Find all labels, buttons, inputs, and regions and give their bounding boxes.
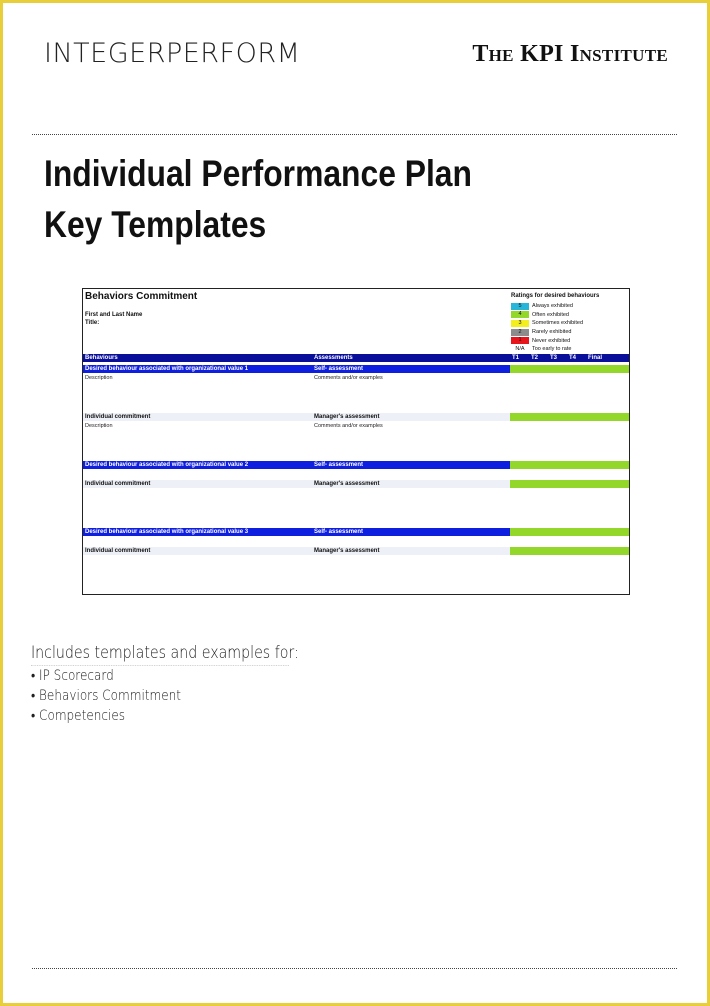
self-assessment-label: Self- assessment [314, 462, 364, 468]
commitment-row-1 [83, 413, 629, 421]
rating-cells [510, 365, 629, 373]
value-label: Desired behaviour associated with organizational value 1 [85, 366, 249, 372]
legend-label: Always exhibited [532, 303, 573, 310]
col-behaviours: Behaviours [85, 355, 118, 361]
field-title: Title: [85, 320, 100, 326]
integerperform-logo: INTEGERPERFORM [44, 38, 301, 69]
includes-title: Includes templates and examples for: [31, 642, 289, 666]
page-title-line-2: Key Templates [44, 204, 267, 245]
bottom-divider [32, 968, 677, 969]
self-assessment-label: Self- assessment [314, 366, 364, 372]
legend-label: Rarely exhibited [532, 329, 572, 336]
commitment-label: Individual commitment [85, 548, 151, 554]
legend-row [511, 336, 629, 345]
manager-assessment-label: Manager's assessment [314, 414, 380, 420]
rating-cells [510, 528, 629, 536]
value-label: Desired behaviour associated with organizational value 2 [85, 462, 249, 468]
legend-row [511, 319, 629, 328]
list-item: • Competencies [31, 708, 126, 724]
commitment-label: Individual commitment [85, 414, 151, 420]
rating-cells [510, 413, 629, 421]
legend-row [511, 328, 629, 337]
legend-swatch: N/A [511, 346, 529, 353]
col-assessments: Assessments [314, 355, 353, 361]
top-divider [32, 134, 677, 135]
legend-row [511, 345, 629, 354]
value-row-1 [83, 365, 629, 373]
legend-swatch: 5 [511, 303, 529, 310]
behaviors-commitment-template [82, 288, 630, 595]
commitment-row-2 [83, 480, 629, 488]
list-item: • IP Scorecard [31, 668, 114, 684]
col-final: Final [588, 355, 603, 361]
legend-swatch: 2 [511, 329, 529, 336]
list-item: • Behaviors Commitment [31, 688, 182, 704]
description-row [83, 422, 629, 430]
value-row-3 [83, 528, 629, 536]
page-title [44, 148, 472, 250]
col-t3: T3 [550, 355, 558, 361]
legend-label: Never exhibited [532, 337, 571, 344]
legend-label: Too early to rate [532, 346, 572, 353]
rating-cells [510, 547, 629, 555]
kpi-institute-logo: The KPI Institute [472, 41, 668, 67]
description-row [83, 374, 629, 382]
self-assessment-label: Self- assessment [314, 529, 364, 535]
legend-row [511, 311, 629, 320]
commitment-label: Individual commitment [85, 481, 151, 487]
includes-list [31, 642, 301, 726]
col-t4: T4 [569, 355, 577, 361]
rating-cells [510, 461, 629, 469]
manager-assessment-label: Manager's assessment [314, 548, 380, 554]
comments-text: Comments and/or examples [314, 375, 383, 381]
description-text: Description [85, 423, 113, 429]
col-t2: T2 [531, 355, 539, 361]
value-label: Desired behaviour associated with organizational value 3 [85, 529, 249, 535]
rating-cells [510, 480, 629, 488]
legend-swatch: 4 [511, 311, 529, 318]
legend-swatch: 3 [511, 320, 529, 327]
ratings-legend [511, 293, 629, 354]
legend-row [511, 302, 629, 311]
field-first-last-name: First and Last Name [85, 312, 143, 318]
comments-text: Comments and/or examples [314, 423, 383, 429]
commitment-row-3 [83, 547, 629, 555]
legend-label: Often exhibited [532, 311, 569, 318]
col-t1: T1 [512, 355, 520, 361]
template-header-row [83, 354, 629, 362]
value-row-2 [83, 461, 629, 469]
description-text: Description [85, 375, 113, 381]
legend-title: Ratings for desired behaviours [511, 293, 600, 299]
legend-label: Sometimes exhibited [532, 320, 584, 327]
template-title: Behaviors Commitment [85, 291, 198, 302]
page-title-line-1: Individual Performance Plan [44, 153, 472, 194]
manager-assessment-label: Manager's assessment [314, 481, 380, 487]
legend-swatch: 1 [511, 337, 529, 344]
